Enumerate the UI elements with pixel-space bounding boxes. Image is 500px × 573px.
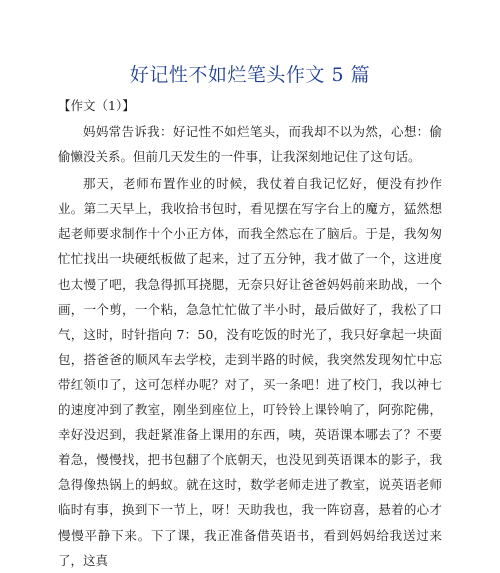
document-title: 好记性不如烂笔头作文 5 篇 [129,64,371,86]
paragraph: 妈妈常告诉我：好记性不如烂笔头，而我却不以为然，心想：偷偷懒没关系。但前几天发生的一件事，让我深刻地记住了这句话。 [58,124,442,165]
essay-body [58,119,442,573]
essay-label: 【作文（1）】 [58,98,135,113]
paragraph: 那天，老师布置作业的时候，我仗着自我记忆好，便没有抄作业。第二天早上，我收拾书包时，看见摆在写字台上的魔方，猛然想起老师要求制作十个小正方体，而我全然忘在了脑后。于是，我匆匆忙忙找出一块硬纸板做了起来，过了五分钟，我才做了一个，这进度也太慢了吧，我急得抓耳挠腮，无奈只好让爸爸妈妈前来助战，一个画，一个剪，一个粘，急急忙忙做了半小时，最后做好了，我松了口气，这时，时针指向 7：50，没有吃饭的时光了，我只好拿起一块面包，搭爸爸的顺风车去学校，走到半路的时候，我突然发现匆忙中忘带红领巾了，这可怎样办呢？对了，买一条吧！进了校门，我以神七的速度冲到了教室，刚坐到座位上，叮铃铃上课铃响了，阿弥陀佛，幸好没迟到，我赶紧准备上课用的东西，咦，英语课本哪去了？不要着急，慢慢找，把书包翻了个底朝天，也没见到英语课本的影子，我急得像热锅上的蚂蚁。就在这时，数学老师走进了教室，说英语老师临时有事，换到下一节上，呀！天助我也，我一阵窃喜，悬着的心才慢慢平静下来。下了课，我正准备借英语书，看到妈妈给我送过来了，这真 [58,176,442,568]
